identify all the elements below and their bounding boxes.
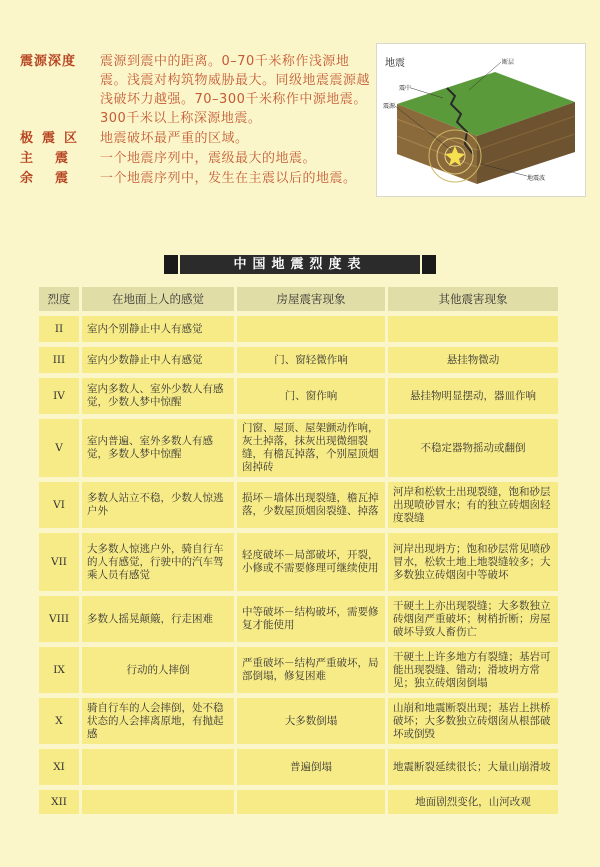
house-damage: 轻度破坏－局部破坏，开裂，小修或不需要修理可继续使用 — [237, 533, 385, 591]
other-damage: 河岸出现坍方；饱和砂层常见喷砂冒水，松软土地上地裂缝较多；大多数独立砖烟囱中等破坏 — [388, 533, 558, 591]
definition-item — [20, 52, 370, 128]
column-header: 房屋震害现象 — [237, 287, 385, 311]
other-damage: 悬挂物明显摆动，器皿作响 — [388, 378, 558, 414]
other-damage: 干硬土上亦出现裂缝；大多数独立砖烟囱严重破坏；树梢折断；房屋破坏导致人畜伤亡 — [388, 596, 558, 642]
table-row — [39, 533, 558, 591]
house-damage — [237, 316, 385, 342]
definition-desc: 地震破坏最严重的区域。 — [100, 131, 249, 146]
intensity-level: II — [39, 316, 79, 342]
intensity-level: VIII — [39, 596, 79, 642]
people-feeling: 骑自行车的人会摔倒，处不稳状态的人会摔离原地，有抛起感 — [82, 698, 234, 744]
column-header: 在地面上人的感觉 — [82, 287, 234, 311]
diagram-label-focus: 震源 — [383, 103, 396, 110]
people-feeling: 行动的人摔倒 — [82, 647, 234, 693]
intensity-level: X — [39, 698, 79, 744]
other-damage: 地震断裂延续很长；大量山崩滑坡 — [388, 749, 558, 785]
definition-desc: 一个地震序列中，震级最大的地震。 — [100, 151, 317, 166]
people-feeling: 室内个别静止中人有感觉 — [82, 316, 234, 342]
other-damage — [388, 316, 558, 342]
house-damage: 门、窗作响 — [237, 378, 385, 414]
definition-term: 余震 — [20, 171, 91, 186]
table-row — [39, 378, 558, 414]
definition-desc: 一个地震序列中，发生在主震以后的地震。 — [100, 171, 357, 186]
other-damage: 悬挂物微动 — [388, 347, 558, 373]
definitions-list — [20, 52, 370, 189]
table-row — [39, 698, 558, 744]
diagram-label-wave: 地震波 — [527, 175, 546, 182]
people-feeling — [82, 749, 234, 785]
diagram-label-fault: 断层 — [502, 59, 515, 66]
table-row — [39, 316, 558, 342]
house-damage: 普遍倒塌 — [237, 749, 385, 785]
column-header: 其他震害现象 — [388, 287, 558, 311]
house-damage: 损坏－墙体出现裂缝，檐瓦掉落，少数屋顶烟囱裂缝、掉落 — [237, 482, 385, 528]
table-row — [39, 749, 558, 785]
definition-term: 震源深度 — [20, 54, 77, 69]
definition-item — [20, 169, 370, 188]
definition-term: 主震 — [20, 151, 91, 166]
other-damage: 不稳定器物摇动或翻倒 — [388, 419, 558, 477]
table-row — [39, 596, 558, 642]
intensity-level: V — [39, 419, 79, 477]
table-row — [39, 647, 558, 693]
house-damage: 门、窗轻微作响 — [237, 347, 385, 373]
people-feeling: 室内多数人、室外少数人有感觉，少数人梦中惊醒 — [82, 378, 234, 414]
definition-term: 极震区 — [20, 131, 87, 146]
column-header: 烈度 — [39, 287, 79, 311]
table-title — [180, 255, 420, 274]
definition-item — [20, 129, 370, 148]
house-damage: 中等破坏－结构破坏，需要修复才能使用 — [237, 596, 385, 642]
table-title-text: 中国地震烈度表 — [233, 257, 367, 272]
intensity-level: XII — [39, 790, 79, 814]
intensity-level: IV — [39, 378, 79, 414]
people-feeling: 室内普遍、室外多数人有感觉，多数人梦中惊醒 — [82, 419, 234, 477]
table-header-row — [39, 287, 558, 311]
definition-item — [20, 149, 370, 168]
people-feeling: 大多数人惊逃户外，骑自行车的人有感觉，行驶中的汽车驾乘人员有感觉 — [82, 533, 234, 591]
diagram-label-main: 地震 — [385, 58, 405, 69]
table-row — [39, 482, 558, 528]
house-damage — [237, 790, 385, 814]
house-damage: 门窗、屋顶、屋架颤动作响，灰土掉落，抹灰出现微细裂缝，有檐瓦掉落，个别屋顶烟囱掉砖 — [237, 419, 385, 477]
intensity-level: VII — [39, 533, 79, 591]
other-damage: 河岸和松软土出现裂缝，饱和砂层出现喷砂冒水；有的独立砖烟囱轻度裂缝 — [388, 482, 558, 528]
other-damage: 地面剧烈变化，山河改观 — [388, 790, 558, 814]
other-damage: 山崩和地震断裂出现；基岩上拱桥破坏；大多数独立砖烟囱从根部破坏或倒毁 — [388, 698, 558, 744]
earthquake-diagram — [376, 43, 586, 197]
table-row — [39, 419, 558, 477]
table-row — [39, 347, 558, 373]
diagram-label-epicenter: 震中 — [399, 85, 412, 92]
definition-desc: 震源到震中的距离。0–70千米称作浅源地震。浅震对构筑物威胁最大。同级地震震源越浅破坏力越强。70–300千米称作中源地震。300千米以上称深源地震。 — [100, 54, 371, 126]
house-damage: 严重破坏－结构严重破坏，局部倒塌，修复困难 — [237, 647, 385, 693]
intensity-level: XI — [39, 749, 79, 785]
intensity-level: IX — [39, 647, 79, 693]
intensity-level: VI — [39, 482, 79, 528]
people-feeling: 多数人摇晃颠簸，行走困难 — [82, 596, 234, 642]
people-feeling: 室内少数静止中人有感觉 — [82, 347, 234, 373]
table-row — [39, 790, 558, 814]
people-feeling: 多数人站立不稳，少数人惊逃户外 — [82, 482, 234, 528]
other-damage: 干硬土上许多地方有裂缝；基岩可能出现裂缝、错动；滑坡坍方常见；独立砖烟囱倒塌 — [388, 647, 558, 693]
house-damage: 大多数倒塌 — [237, 698, 385, 744]
intensity-table — [36, 282, 561, 819]
people-feeling — [82, 790, 234, 814]
intensity-level: III — [39, 347, 79, 373]
